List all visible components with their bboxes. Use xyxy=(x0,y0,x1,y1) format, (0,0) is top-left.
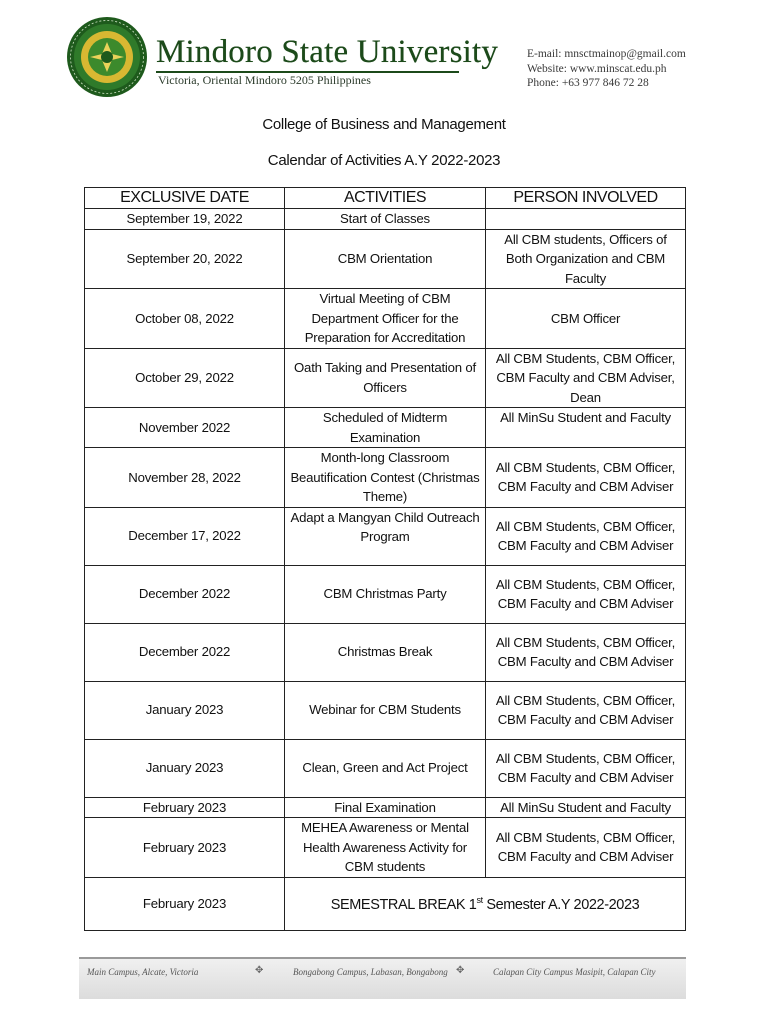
cell-activity: Christmas Break xyxy=(285,623,486,681)
cell-activity: Scheduled of Midterm Examination xyxy=(285,408,486,448)
table-row xyxy=(85,448,686,508)
cell-activity: Final Examination xyxy=(285,797,486,818)
footer-separator-icon: ✥ xyxy=(255,965,264,976)
cell-activity: Webinar for CBM Students xyxy=(285,681,486,739)
footer-banner xyxy=(79,957,686,999)
cell-date: February 2023 xyxy=(85,818,285,878)
table-row xyxy=(85,681,686,739)
table-row xyxy=(85,209,686,230)
cell-date: October 08, 2022 xyxy=(85,289,285,349)
column-header-person: PERSON INVOLVED xyxy=(486,188,686,209)
cell-activity: Virtual Meeting of CBM Department Officer for the Preparation for Accreditation xyxy=(285,289,486,349)
contact-phone: Phone: +63 977 846 72 28 xyxy=(527,77,649,89)
cell-date: December 2022 xyxy=(85,565,285,623)
cell-person: All CBM students, Officers of Both Organization and CBM Faculty xyxy=(486,229,686,289)
cell-person: CBM Officer xyxy=(486,289,686,349)
cell-person: All MinSu Student and Faculty xyxy=(486,408,686,448)
table-row xyxy=(85,797,686,818)
cell-activity: CBM Christmas Party xyxy=(285,565,486,623)
cell-activity: MEHEA Awareness or Mental Health Awareness Activity for CBM students xyxy=(285,818,486,878)
table-row xyxy=(85,348,686,408)
contact-email: E-mail: mnsctmainop@gmail.com xyxy=(527,48,686,60)
cell-date: February 2023 xyxy=(85,797,285,818)
table-row xyxy=(85,289,686,349)
table-row xyxy=(85,739,686,797)
cell-date: December 2022 xyxy=(85,623,285,681)
cell-person: All CBM Students, CBM Officer, CBM Faculty and CBM Adviser xyxy=(486,739,686,797)
calendar-title: Calendar of Activities A.Y 2022-2023 xyxy=(267,152,501,169)
cell-date: January 2023 xyxy=(85,739,285,797)
college-title: College of Business and Management xyxy=(262,116,506,133)
calendar-table xyxy=(84,187,686,931)
footer-campus-main: Main Campus, Alcate, Victoria xyxy=(87,967,199,977)
cell-person: All CBM Students, CBM Officer, CBM Faculty and CBM Adviser xyxy=(486,565,686,623)
table-row xyxy=(85,818,686,878)
column-header-date: EXCLUSIVE DATE xyxy=(85,188,285,209)
university-name: Mindoro State University xyxy=(156,34,499,70)
cell-date: November 28, 2022 xyxy=(85,448,285,508)
cell-activity: Oath Taking and Presentation of Officers xyxy=(285,348,486,408)
cell-date: October 29, 2022 xyxy=(85,348,285,408)
cell-activity: Adapt a Mangyan Child Outreach Program xyxy=(285,507,486,565)
ordinal-suffix: st xyxy=(476,895,483,906)
table-header-row xyxy=(85,188,686,209)
table-row-semestral-break xyxy=(85,877,686,930)
column-header-activities: ACTIVITIES xyxy=(285,188,486,209)
cell-person xyxy=(486,209,686,230)
cell-person: All CBM Students, CBM Officer, CBM Faculty and CBM Adviser xyxy=(486,818,686,878)
cell-activity: Month-long Classroom Beautification Contest (Christmas Theme) xyxy=(285,448,486,508)
table-row xyxy=(85,507,686,565)
contact-block xyxy=(527,47,686,91)
footer-separator-icon: ✥ xyxy=(456,965,465,976)
cell-date: December 17, 2022 xyxy=(85,507,285,565)
cell-person: All CBM Students, CBM Officer, CBM Faculty and CBM Adviser xyxy=(486,448,686,508)
cell-date: February 2023 xyxy=(85,877,285,930)
cell-date: January 2023 xyxy=(85,681,285,739)
university-address: Victoria, Oriental Mindoro 5205 Philippines xyxy=(158,73,371,87)
cell-activity: Start of Classes xyxy=(285,209,486,230)
table-row xyxy=(85,565,686,623)
cell-date: November 2022 xyxy=(85,408,285,448)
semestral-break-cell xyxy=(285,877,686,930)
table-row xyxy=(85,229,686,289)
cell-person: All CBM Students, CBM Officer, CBM Faculty and CBM Adviser, Dean xyxy=(486,348,686,408)
cell-person: All CBM Students, CBM Officer, CBM Faculty and CBM Adviser xyxy=(486,681,686,739)
cell-date: September 20, 2022 xyxy=(85,229,285,289)
cell-date: September 19, 2022 xyxy=(85,209,285,230)
table-row xyxy=(85,623,686,681)
cell-person: All CBM Students, CBM Officer, CBM Faculty and CBM Adviser xyxy=(486,623,686,681)
contact-website: Website: www.minscat.edu.ph xyxy=(527,62,667,75)
cell-activity: CBM Orientation xyxy=(285,229,486,289)
footer-campus-bongabong: Bongabong Campus, Labasan, Bongabong xyxy=(293,967,448,977)
footer-campus-calapan: Calapan City Campus Masipit, Calapan City xyxy=(493,967,656,977)
cell-person: All CBM Students, CBM Officer, CBM Faculty and CBM Adviser xyxy=(486,507,686,565)
cell-person: All MinSu Student and Faculty xyxy=(486,797,686,818)
letterhead xyxy=(0,0,768,110)
cell-activity: Clean, Green and Act Project xyxy=(285,739,486,797)
semestral-break-text: SEMESTRAL BREAK 1st Semester A.Y 2022-2023 xyxy=(330,895,640,914)
table-row xyxy=(85,408,686,448)
university-seal-logo xyxy=(66,16,148,98)
